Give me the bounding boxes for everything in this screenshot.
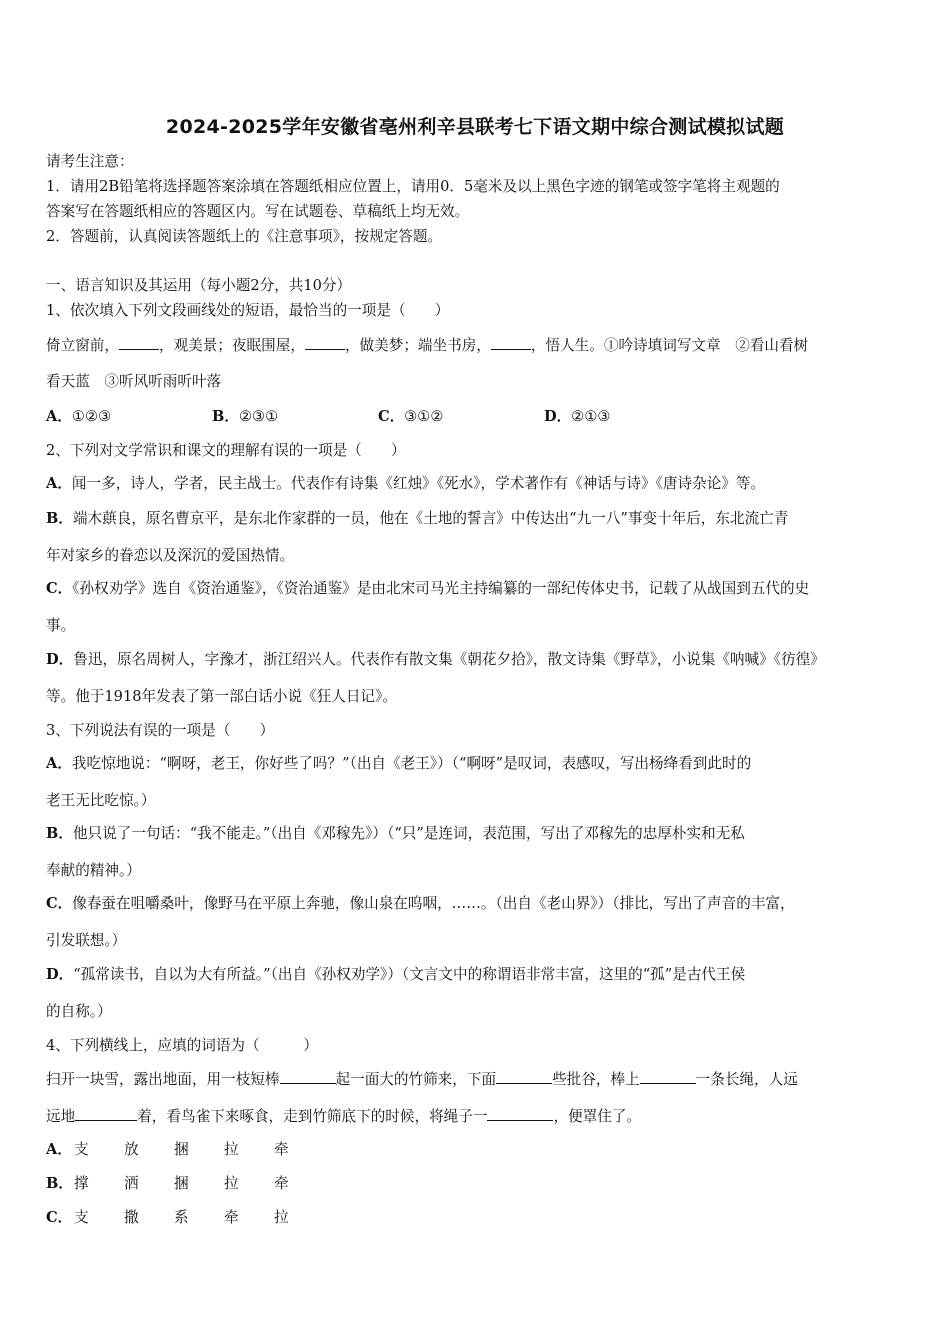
q4-blank-3 [640, 1069, 696, 1084]
q2-option-a: A．闻一多，诗人，学者，民主战士。代表作有诗集《红烛》《死水》，学术著作有《神话与诗》《唐诗杂论》等。 [46, 475, 766, 492]
q4-blank-1 [280, 1069, 336, 1084]
q3-option-c-line-2: 引发联想。） [46, 932, 127, 949]
section-1-heading: 一、语言知识及其运用（每小题2分，共10分） [46, 277, 352, 294]
q1-blank-3 [491, 335, 531, 350]
q2-option-b-line-2: 年对家乡的眷恋以及深沉的爱国热情。 [46, 547, 295, 564]
q1-stem: 1、依次填入下列文段画线处的短语，最恰当的一项是（ ） [46, 302, 450, 319]
exam-title: 2024-2025学年安徽省亳州利辛县联考七下语文期中综合测试模拟试题 [165, 116, 785, 138]
q1-text-a: 倚立窗前， [46, 337, 119, 354]
notice-item-2: 2．答题前，认真阅读答题纸上的《注意事项》，按规定答题。 [46, 228, 443, 245]
q2-option-b-line-1: B．端木蕻良，原名曹京平，是东北作家群的一员，他在《土地的誓言》中传达出“九一八”事变十年后，东北流亡青 [46, 510, 789, 527]
q2-option-d-line-1: D．鲁迅，原名周树人，字豫才，浙江绍兴人。代表作有散文集《朝花夕拾》，散文诗集《野草》，小说集《呐喊》《彷徨》 [46, 651, 825, 668]
q4-text-line-2: 远地 着，看鸟雀下来啄食，走到竹筛底下的时候，将绳子一 ，便罩住了。 [46, 1108, 642, 1125]
q1-options [46, 407, 916, 427]
q2-option-c-line-2: 事。 [46, 617, 76, 634]
notice-item-1-line-1: 1．请用2B铅笔将选择题答案涂填在答题纸相应位置上，请用0．5毫米及以上黑色字迹的钢笔或签字笔将主观题的 [46, 178, 780, 195]
q3-option-b-line-1: B．他只说了一句话：“我不能走。”（出自《邓稼先》）（“只”是连词，表范围，写出了邓稼先的忠厚朴实和无私 [46, 825, 745, 842]
q1-blank-1 [119, 335, 159, 350]
q3-option-d-line-2: 的自称。） [46, 1003, 112, 1020]
q4-blank-5 [487, 1106, 553, 1121]
q1-text-line-1 [46, 335, 916, 356]
notice-item-1-line-2: 答案写在答题纸相应的答题区内。写在试题卷、草稿纸上均无效。 [46, 203, 470, 220]
q1-text-line-2: 看天蓝 ③听风听雨听叶落 [46, 373, 222, 390]
q2-option-c-line-1: C．《孙权劝学》选自《资治通鉴》，《资治通鉴》是由北宋司马光主持编纂的一部纪传体史书，记载了从战国到五代的史 [46, 580, 810, 597]
q2-stem: 2、下列对文学常识和课文的理解有误的一项是（ ） [46, 442, 406, 459]
q1-text-d: ，悟人生。①吟诗填词写文章 ②看山看树 [530, 337, 809, 354]
q4-option-b: B．撑 洒 捆 拉 牵 [46, 1175, 289, 1192]
q3-stem: 3、下列说法有误的一项是（ ） [46, 722, 275, 739]
q4-blank-2 [496, 1069, 552, 1084]
notice-heading: 请考生注意： [46, 153, 134, 170]
q4-option-c: C． 支 撒 系 牵 拉 [46, 1209, 289, 1226]
q3-option-c-line-1: C．像春蚕在咀嚼桑叶，像野马在平原上奔驰，像山泉在呜咽，……。（出自《老山界》）（排比，写出了声音的丰富， [46, 895, 795, 912]
q1-option-a: A．①②③ [46, 408, 112, 425]
q1-option-d: D．②①③ [544, 408, 611, 425]
q3-option-a-line-2: 老王无比吃惊。） [46, 792, 156, 809]
q2-option-d-line-2: 等。他于1918年发表了第一部白话小说《狂人日记》。 [46, 688, 397, 705]
q4-blank-4 [75, 1106, 137, 1121]
q1-text-c: ，做美梦；端坐书房， [344, 337, 491, 354]
q3-option-a-line-1: A．我吃惊地说：“啊呀，老王，你好些了吗？”（出自《老王》）（“啊呀”是叹词，表感叹，写出杨绛看到此时的 [46, 755, 752, 772]
q3-option-b-line-2: 奉献的精神。） [46, 862, 141, 879]
q4-stem: 4、下列横线上，应填的词语为（ ） [46, 1037, 318, 1054]
q1-option-b: B．②③① [212, 408, 279, 425]
q1-option-c: C．③①② [378, 408, 444, 425]
q4-text-line-1: 扫开一块雪，露出地面，用一枝短棒 起一面大的竹筛来，下面 些批谷，棒上 一条长绳，人远 [46, 1071, 798, 1088]
q1-text-b: ，观美景；夜眠围屋， [158, 337, 305, 354]
q4-option-a: A． 支 放 捆 拉 牵 [46, 1141, 289, 1158]
q1-blank-2 [305, 335, 345, 350]
q3-option-d-line-1: D．“孤常读书，自以为大有所益。”（出自《孙权劝学》）（文言文中的称谓语非常丰富，这里的“孤”是古代王侯 [46, 966, 746, 983]
